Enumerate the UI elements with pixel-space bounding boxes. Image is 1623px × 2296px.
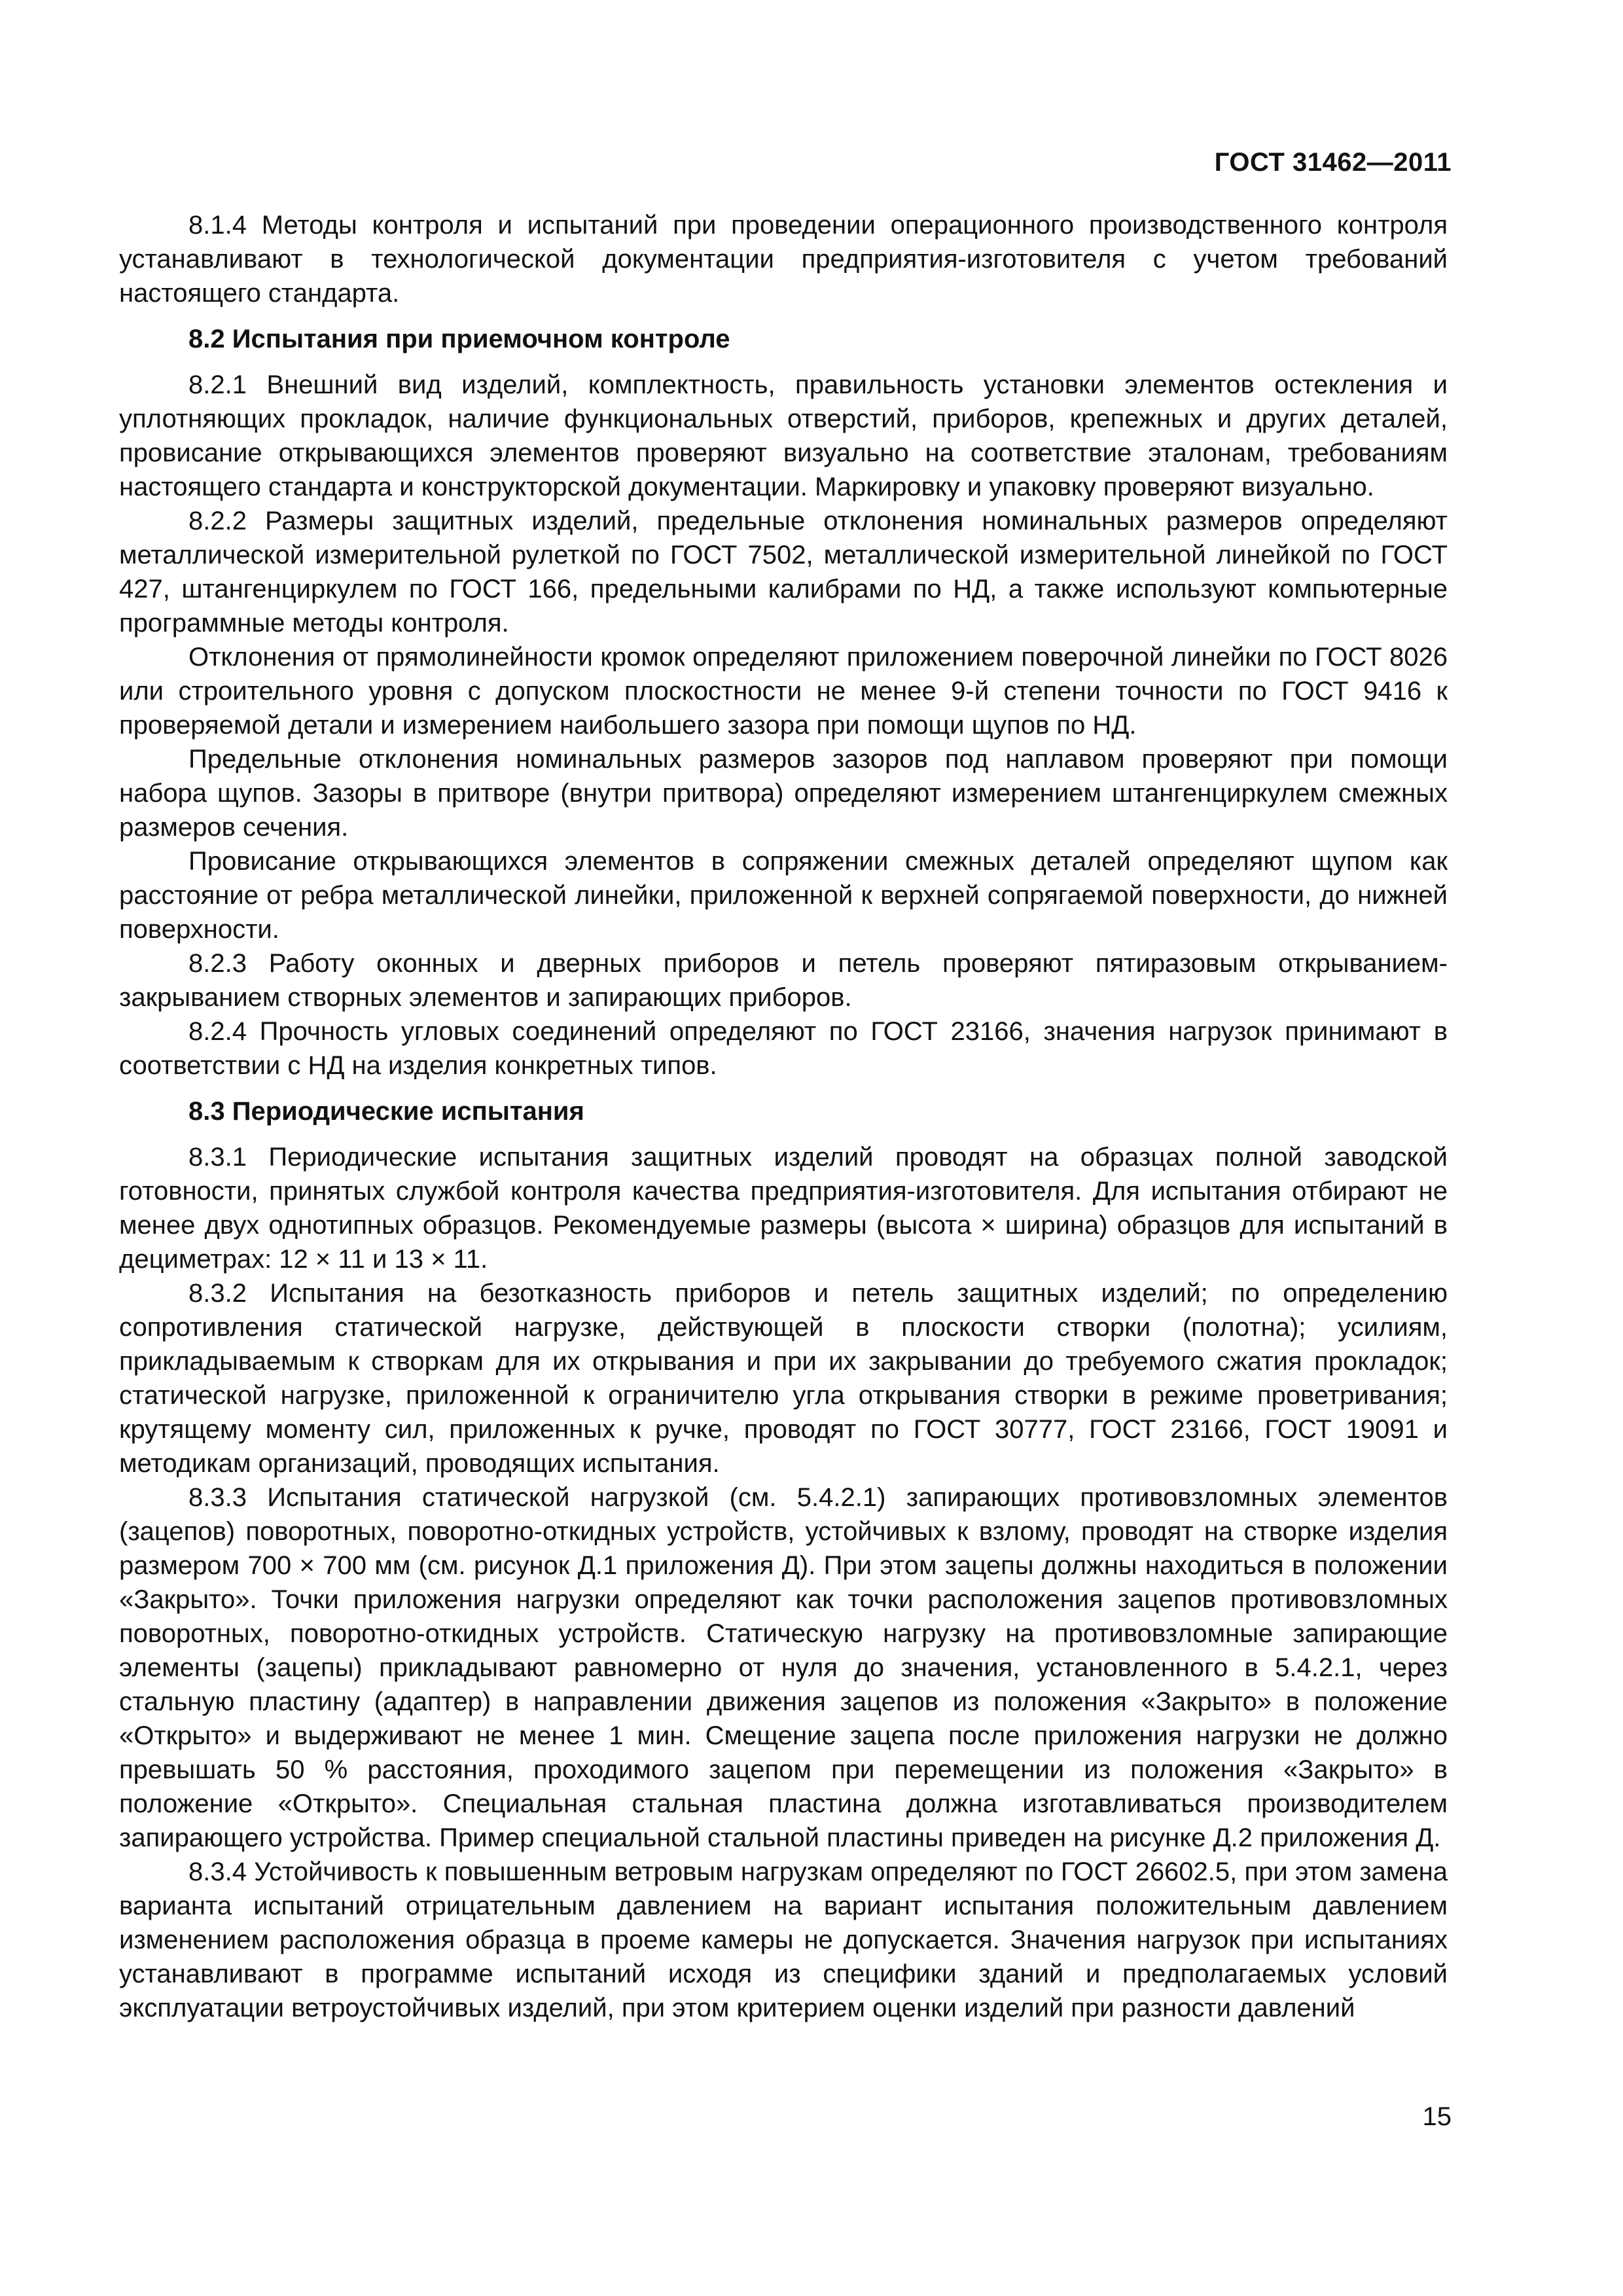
paragraph-8-3-2: 8.3.2 Испытания на безотказность приборов и петель защитных изделий; по определению сопротивления статической нагрузке, действующей в плоскости створки (полотна); усилиям, прикладываемым к створкам для их открывания и при их закрывании до требуемого сжатия прокладок; статической нагрузке, приложенной к ограничителю угла открывания створки в режиме проветривания; крутящему моменту сил, приложенных к ручке, проводят по ГОСТ 30777, ГОСТ 23166, ГОСТ 19091 и методикам организаций, проводящих испытания. xyxy=(119,1279,1448,1478)
section-heading-8-3: 8.3 Периодические испытания xyxy=(188,1097,584,1126)
paragraph-8-2-4: 8.2.4 Прочность угловых соединений определяют по ГОСТ 23166, значения нагрузок принимают в соответствии с НД на изделия конкретных типов. xyxy=(119,1017,1448,1080)
paragraph-8-2-2: 8.2.2 Размеры защитных изделий, предельные отклонения номинальных размеров определяют металлической измерительной рулеткой по ГОСТ 7502, металлической измерительной линейкой по ГОСТ 427, штангенциркулем по ГОСТ 166, предельными калибрами по НД, а также используют компьютерные программные методы контроля. xyxy=(119,507,1448,637)
page-number: 15 xyxy=(1422,2102,1452,2131)
section-heading-8-2: 8.2 Испытания при приемочном контроле xyxy=(188,325,730,353)
paragraph-8-2-2-straightness: Отклонения от прямолинейности кромок определяют приложением поверочной линейки по ГОСТ 8026 или строительного уровня с допуском плоскостности не менее 9-й степени точности по ГОСТ 9416 к проверяемой детали и измерением наибольшего зазора при помощи щупов по НД. xyxy=(119,643,1448,740)
paragraph-8-2-2-sagging: Провисание открывающихся элементов в сопряжении смежных деталей определяют щупом как расстояние от ребра металлической линейки, приложенной к верхней сопрягаемой поверхности, до нижней поверхности. xyxy=(119,847,1448,944)
paragraph-8-3-4: 8.3.4 Устойчивость к повышенным ветровым нагрузкам определяют по ГОСТ 26602.5, при этом замена варианта испытаний отрицательным давлением на вариант испытания положительным давлением изменением расположения образца в проеме камеры не допускается. Значения нагрузок при испытаниях устанавливают в программе испытаний исходя из специфики зданий и предполагаемых условий эксплуатации ветроустойчивых изделий, при этом критерием оценки изделий при разности давлений xyxy=(119,1857,1448,2022)
paragraph-8-3-1: 8.3.1 Периодические испытания защитных изделий проводят на образцах полной заводской готовности, принятых службой контроля качества предприятия-изготовителя. Для испытания отбирают не менее двух однотипных образцов. Рекомендуемые размеры (высота × ширина) образцов для испытаний в дециметрах: 12 × 11 и 13 × 11. xyxy=(119,1143,1448,1274)
paragraph-8-3-3: 8.3.3 Испытания статической нагрузкой (см. 5.4.2.1) запирающих противовзломных элементов (зацепов) поворотных, поворотно-откидных устройств, устойчивых к взлому, проводят на створке изделия размером 700 × 700 мм (см. рисунок Д.1 приложения Д). При этом зацепы должны находиться в положении «Закрыто». Точки приложения нагрузки определяют как точки расположения зацепов противовзломных поворотных, поворотно-откидных устройств. Статическую нагрузку на противовзломные запирающие элементы (зацепы) прикладывают равномерно от нуля до значения, установленного в 5.4.2.1, через стальную пластину (адаптер) в направлении движения зацепов из положения «Закрыто» в положение «Открыто» и выдерживают не менее 1 мин. Смещение зацепа после приложения нагрузки не должно превышать 50 % расстояния, проходимого зацепом при перемещении из положения «Закрыто» в положение «Открыто». Специальная стальная пластина должна изготавливаться производителем запирающего устройства. Пример специальной стальной пластины приведен на рисунке Д.2 приложения Д. xyxy=(119,1483,1448,1852)
paragraph-8-2-1: 8.2.1 Внешний вид изделий, комплектность, правильность установки элементов остекления и уплотняющих прокладок, наличие функциональных отверстий, приборов, крепежных и других деталей, провисание открывающихся элементов проверяют визуально на соответствие эталонам, требованиям настоящего стандарта и конструкторской документации. Маркировку и упаковку проверяют визуально. xyxy=(119,370,1448,501)
paragraph-8-2-3: 8.2.3 Работу оконных и дверных приборов и петель проверяют пятиразовым открыванием-закрыванием створных элементов и запирающих приборов. xyxy=(119,949,1448,1012)
document-body xyxy=(119,208,1448,2025)
paragraph-8-2-2-gaps: Предельные отклонения номинальных размеров зазоров под наплавом проверяют при помощи набора щупов. Зазоры в притворе (внутри притвора) определяют измерением штангенциркулем смежных размеров сечения. xyxy=(119,745,1448,842)
paragraph-8-1-4: 8.1.4 Методы контроля и испытаний при проведении операционного производственного контроля устанавливают в технологической документации предприятия-изготовителя с учетом требований настоящего стандарта. xyxy=(119,211,1448,308)
document-standard-id: ГОСТ 31462—2011 xyxy=(1214,148,1452,177)
